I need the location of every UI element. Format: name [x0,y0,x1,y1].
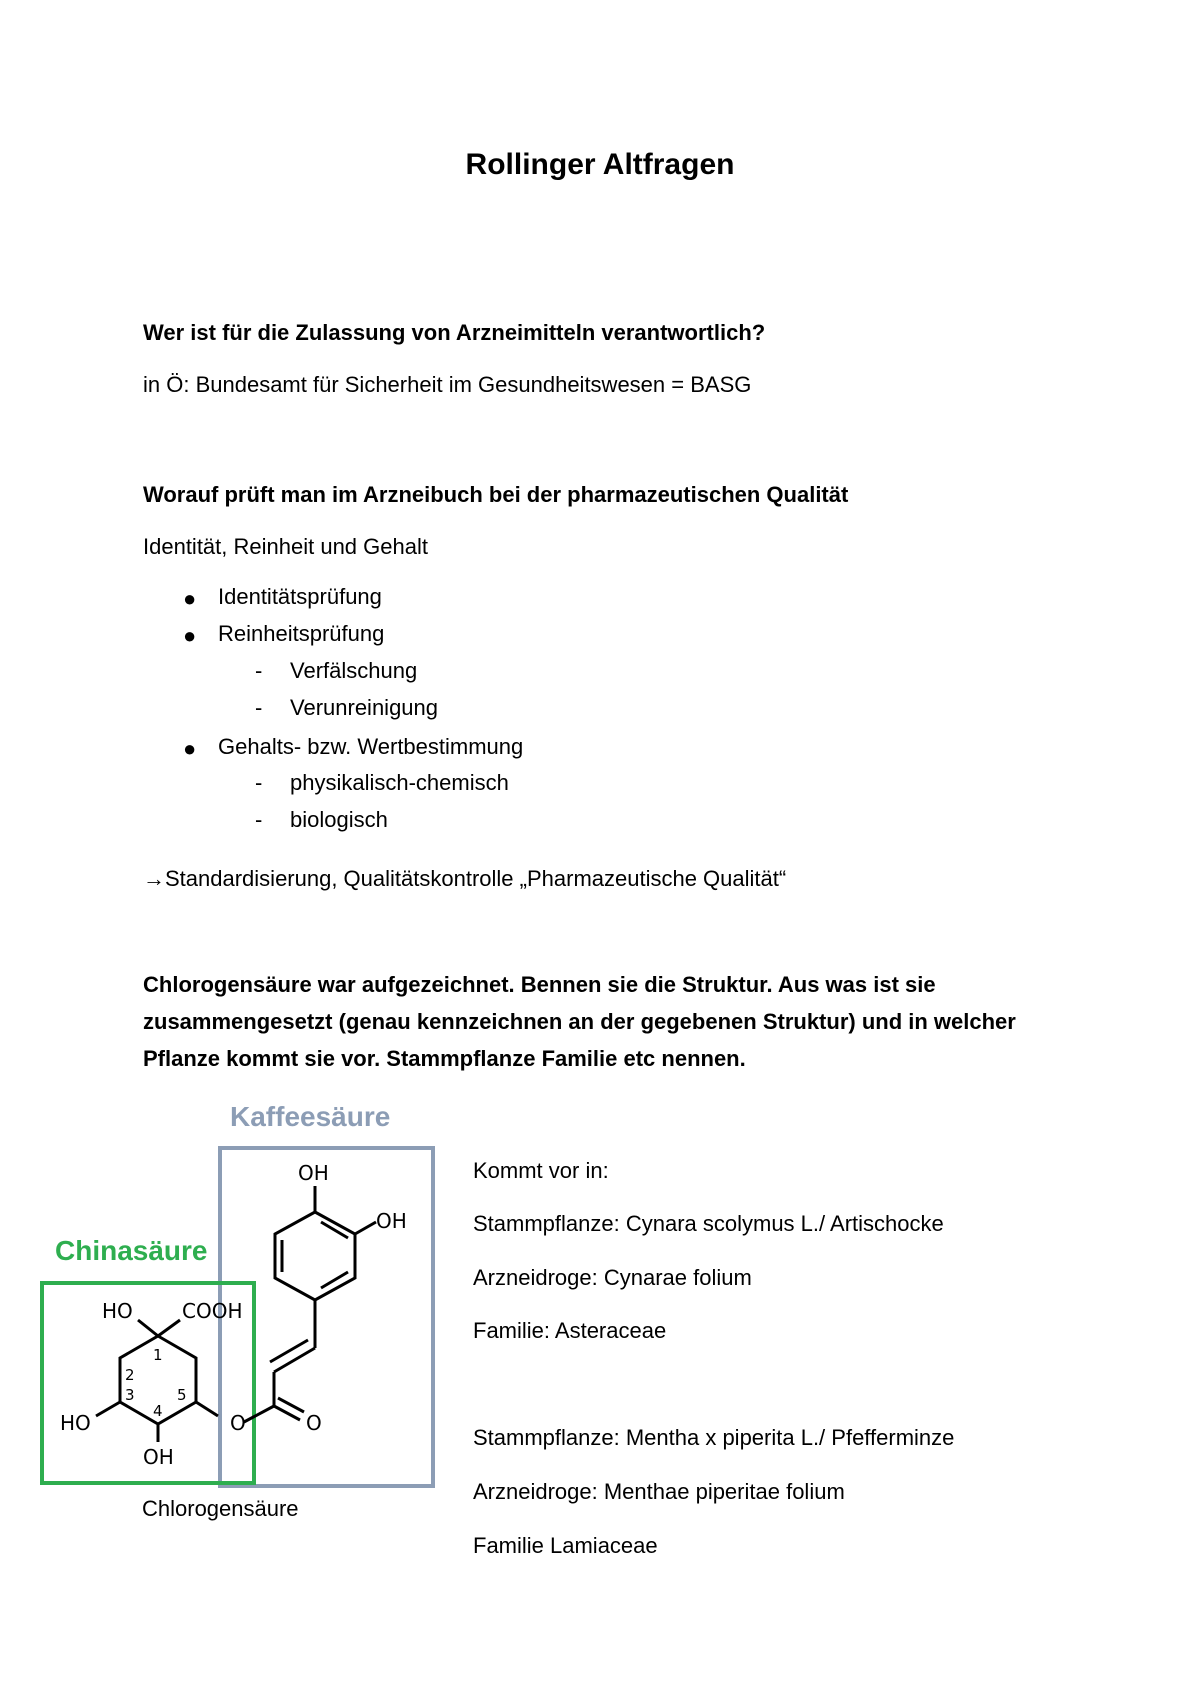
side-chain [244,1186,376,1422]
answer-qualitaet: Identität, Reinheit und Gehalt [143,534,428,559]
arrow-right-icon: → [143,866,165,891]
dash-marker: - [255,658,263,683]
atom-oh: OH [376,1209,407,1233]
figure-caption: Chlorogensäure [142,1496,299,1521]
question-chlorogensaeure: Chlorogensäure war aufgezeichnet. Bennen sie die Struktur. Aus was ist sie zusammengesetzt (genau kennzeichnen an der gegebenen Struktur) und in welcher Pflanze kommt sie vor. Stammpflanze Familie etc nennen. [143,972,1016,1071]
list-item-reinheit: Reinheitsprüfung [218,621,385,646]
list-item-gehalt: Gehalts- bzw. Wertbestimmung [218,734,524,759]
sublist-item: Verunreinigung [290,695,439,720]
atom-oh: OH [143,1445,174,1469]
list-item-identitaet: Identitätsprüfung [218,584,382,609]
page-title: Rollinger Altfragen [465,148,735,181]
atom-number: 4 [153,1402,163,1420]
occurs-label: Kommt vor in: [473,1158,609,1183]
benzene-ring [275,1212,355,1300]
bullet-marker: ● [183,623,197,648]
plant2-stammpflanze: Stammpflanze: Mentha x piperita L./ Pfefferminze [473,1425,955,1450]
sublist-item: Verfälschung [290,658,418,683]
bullet-marker: ● [183,736,197,761]
atom-ho: HO [102,1299,133,1323]
chlorogensaeure-structure [30,1090,450,1540]
kaffeesaeure-box [220,1148,433,1486]
atom-o: O [230,1411,246,1435]
cyclohexane-ring [96,1320,218,1442]
conclusion-line [143,860,786,897]
plant1-arzneidroge: Arzneidroge: Cynarae folium [473,1265,752,1290]
atom-ho: HO [60,1411,91,1435]
conclusion-text: Standardisierung, Qualitätskontrolle „Pharmazeutische Qualität“ [165,866,787,891]
dash-marker: - [255,770,263,795]
plant1-familie: Familie: Asteraceae [473,1318,667,1343]
answer-zulassung: in Ö: Bundesamt für Sicherheit im Gesundheitswesen = BASG [143,372,752,397]
sublist-item: biologisch [290,807,388,832]
atom-number: 1 [153,1346,163,1364]
atom-number: 3 [125,1386,135,1404]
question-qualitaet: Worauf prüft man im Arzneibuch bei der pharmazeutischen Qualität [143,482,849,507]
atom-oh: OH [298,1161,329,1185]
plant2-familie: Familie Lamiaceae [473,1533,658,1558]
dash-marker: - [255,807,263,832]
plant1-stammpflanze: Stammpflanze: Cynara scolymus L./ Artischocke [473,1211,944,1236]
question-zulassung: Wer ist für die Zulassung von Arzneimitteln verantwortlich? [143,320,766,345]
label-chinasaeure: Chinasäure [55,1235,208,1266]
bullet-marker: ● [183,586,197,611]
atom-number: 5 [177,1386,187,1404]
atom-number: 2 [125,1366,135,1384]
atom-cooh: COOH [182,1299,243,1323]
sublist-item: physikalisch-chemisch [290,770,509,795]
dash-marker: - [255,695,263,720]
plant2-arzneidroge: Arzneidroge: Menthae piperitae folium [473,1479,845,1504]
atom-o: O [306,1411,322,1435]
label-kaffeesaeure: Kaffeesäure [230,1101,391,1132]
